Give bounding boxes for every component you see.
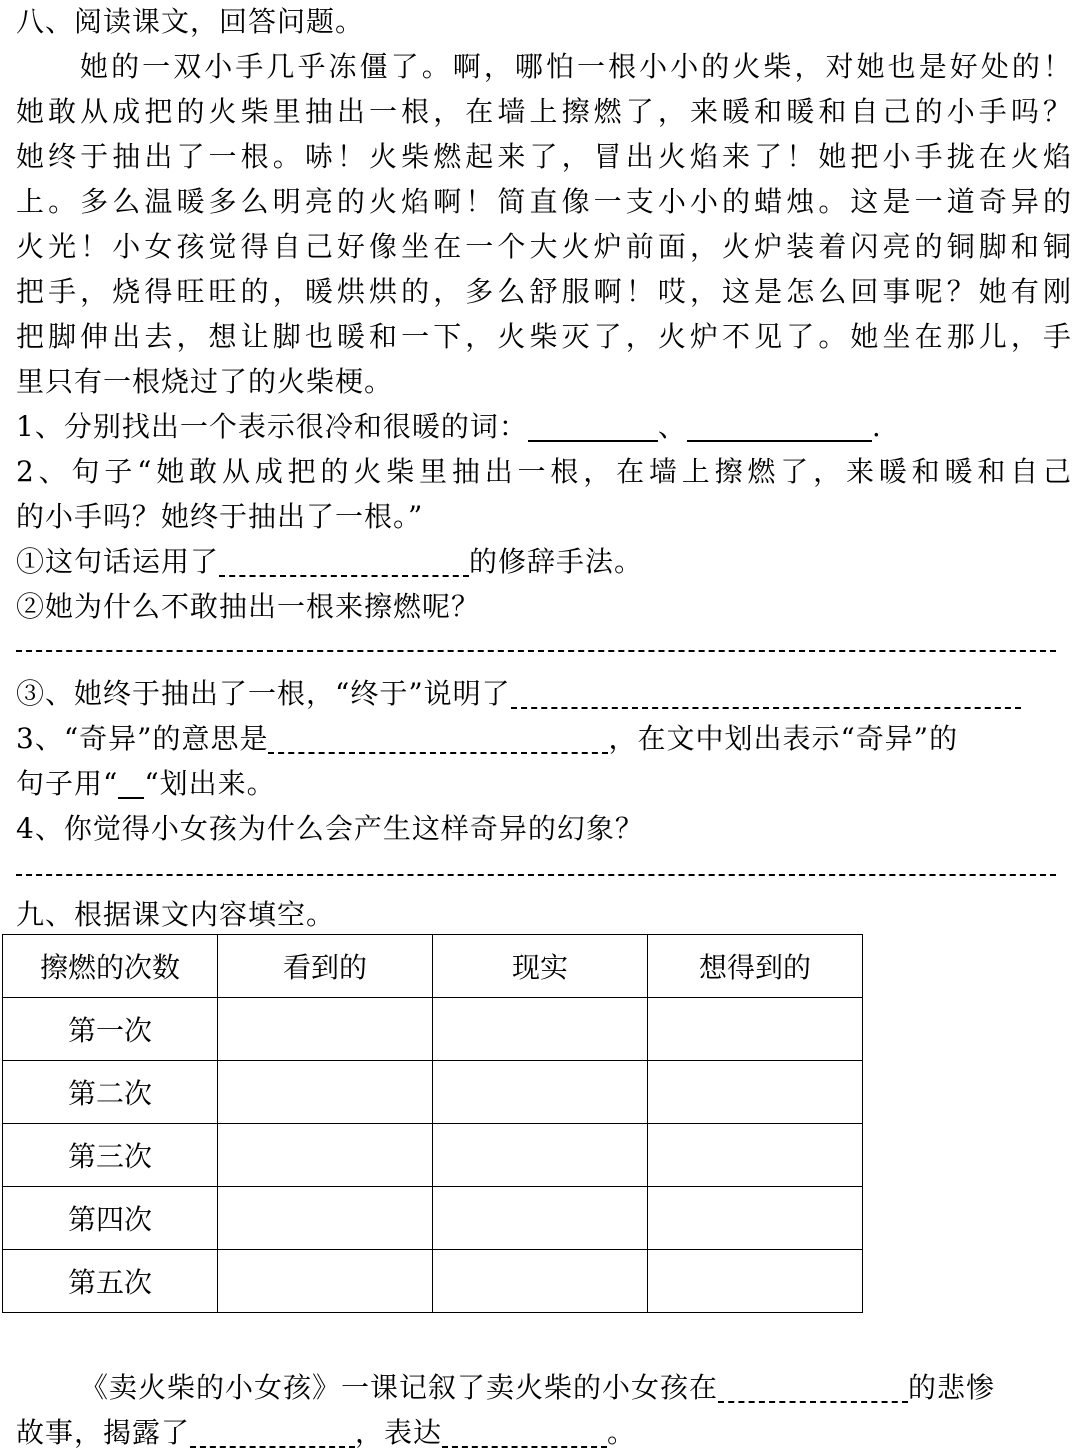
underline-mark-sample (118, 775, 144, 799)
header-strike-count: 擦燃的次数 (3, 935, 218, 998)
answer-blank-expressed[interactable] (442, 1416, 607, 1448)
answer-cell[interactable] (433, 1187, 648, 1250)
passage-line-4: 上。多么温暖多么明亮的火焰啊！简直像一支小小的蜡烛。这是一道奇异的 (16, 185, 1072, 218)
header-seen: 看到的 (218, 935, 433, 998)
closing-line-2-prefix: 故事，揭露了 (16, 1416, 191, 1449)
closing-line-1 (16, 1366, 1072, 1410)
closing-line-1-prefix: 《卖火柴的小女孩》一课记叙了卖火柴的小女孩在 (80, 1371, 719, 1404)
header-reality: 现实 (433, 935, 648, 998)
question-1-end: . (871, 410, 882, 443)
question-2-sub-1-prefix: ①这句话运用了 (16, 545, 220, 578)
closing-line-2-mid: ，表达 (355, 1416, 443, 1449)
table-header-row (3, 935, 863, 998)
answer-cell[interactable] (433, 998, 648, 1061)
question-2-sub-3 (16, 672, 1072, 716)
question-4: 4、你觉得小女孩为什么会产生这样奇异的幻象？ (16, 812, 644, 845)
answer-cell[interactable] (218, 998, 433, 1061)
header-wished: 想得到的 (648, 935, 863, 998)
question-2-sub-2: ②她为什么不敢抽出一根来擦燃呢？ (16, 590, 481, 623)
closing-line-2 (16, 1411, 1072, 1455)
answer-line-why-not-dare[interactable] (16, 650, 1056, 652)
table-row (3, 1124, 863, 1187)
question-1 (16, 405, 1072, 449)
match-strike-table (2, 934, 863, 1313)
passage-line-8: 里只有一根烧过了的火柴梗。 (16, 365, 394, 398)
question-3-prefix: 3、“奇异”的意思是 (16, 722, 269, 755)
answer-cell[interactable] (433, 1124, 648, 1187)
question-1-separator: 、 (657, 410, 687, 443)
answer-blank-setting[interactable] (718, 1371, 908, 1403)
question-2-sub-3-text: ③、她终于抽出了一根，“终于”说明了 (16, 677, 511, 710)
question-2-sub-1-suffix: 的修辞手法。 (469, 545, 644, 578)
question-3-line-2-prefix: 句子用“ (16, 767, 119, 800)
row-label: 第一次 (3, 998, 218, 1061)
answer-blank-exposed[interactable] (190, 1416, 355, 1448)
question-2-line-1: 2、句子“她敢从成把的火柴里抽出一根，在墙上擦燃了，来暖和暖和自己 (16, 455, 1072, 488)
passage-line-7: 把脚伸出去，想让脚也暖和一下，火柴灭了，火炉不见了。她坐在那儿，手 (16, 320, 1072, 353)
table-row (3, 1187, 863, 1250)
answer-cell[interactable] (433, 1250, 648, 1313)
answer-cell[interactable] (218, 1124, 433, 1187)
question-2-sub-1 (16, 540, 1072, 584)
table-row (3, 998, 863, 1061)
answer-cell[interactable] (433, 1061, 648, 1124)
answer-cell[interactable] (648, 1124, 863, 1187)
question-3-line-1 (16, 717, 1072, 761)
answer-cell[interactable] (648, 1187, 863, 1250)
section-9-title: 九、根据课文内容填空。 (16, 898, 336, 931)
row-label: 第三次 (3, 1124, 218, 1187)
answer-blank-rhetoric[interactable] (219, 545, 469, 577)
row-label: 第二次 (3, 1061, 218, 1124)
answer-blank-cold-word[interactable] (528, 410, 658, 442)
passage-line-3: 她终于抽出了一根。哧！火柴燃起来了，冒出火焰来了！她把小手拢在火焰 (16, 140, 1072, 173)
question-2-line-2: 的小手吗？她终于抽出了一根。” (16, 500, 424, 533)
passage-line-6: 把手，烧得旺旺的，暖烘烘的，多么舒服啊！哎，这是怎么回事呢？她有刚 (16, 275, 1072, 308)
answer-line-illusion-reason[interactable] (16, 874, 1056, 876)
answer-cell[interactable] (648, 1061, 863, 1124)
answer-cell[interactable] (648, 1250, 863, 1313)
question-3-line-2 (16, 762, 1072, 806)
question-3-suffix: ，在文中划出表示“奇异”的 (608, 722, 959, 755)
row-label: 第五次 (3, 1250, 218, 1313)
question-1-text: 1、分别找出一个表示很冷和很暖的词： (16, 410, 528, 443)
answer-cell[interactable] (218, 1061, 433, 1124)
closing-line-1-suffix: 的悲惨 (908, 1371, 996, 1404)
table-row (3, 1061, 863, 1124)
answer-blank-warm-word[interactable] (687, 410, 872, 442)
passage-line-2: 她敢从成把的火柴里抽出一根，在墙上擦燃了，来暖和暖和自己的小手吗？ (16, 95, 1072, 128)
passage-line-1: 她的一双小手几乎冻僵了。啊，哪怕一根小小的火柴，对她也是好处的！ (80, 50, 1072, 83)
closing-line-2-end: 。 (607, 1416, 637, 1449)
passage-line-5: 火光！小女孩觉得自己好像坐在一个大火炉前面，火炉装着闪亮的铜脚和铜 (16, 230, 1072, 263)
answer-cell[interactable] (218, 1250, 433, 1313)
answer-cell[interactable] (218, 1187, 433, 1250)
answer-blank-finally-meaning[interactable] (511, 677, 1021, 709)
answer-cell[interactable] (648, 998, 863, 1061)
answer-blank-strange-meaning[interactable] (268, 722, 608, 754)
table-row (3, 1250, 863, 1313)
question-3-line-2-suffix: “划出来。 (144, 767, 276, 800)
section-8-title: 八、阅读课文，回答问题。 (16, 5, 365, 38)
row-label: 第四次 (3, 1187, 218, 1250)
